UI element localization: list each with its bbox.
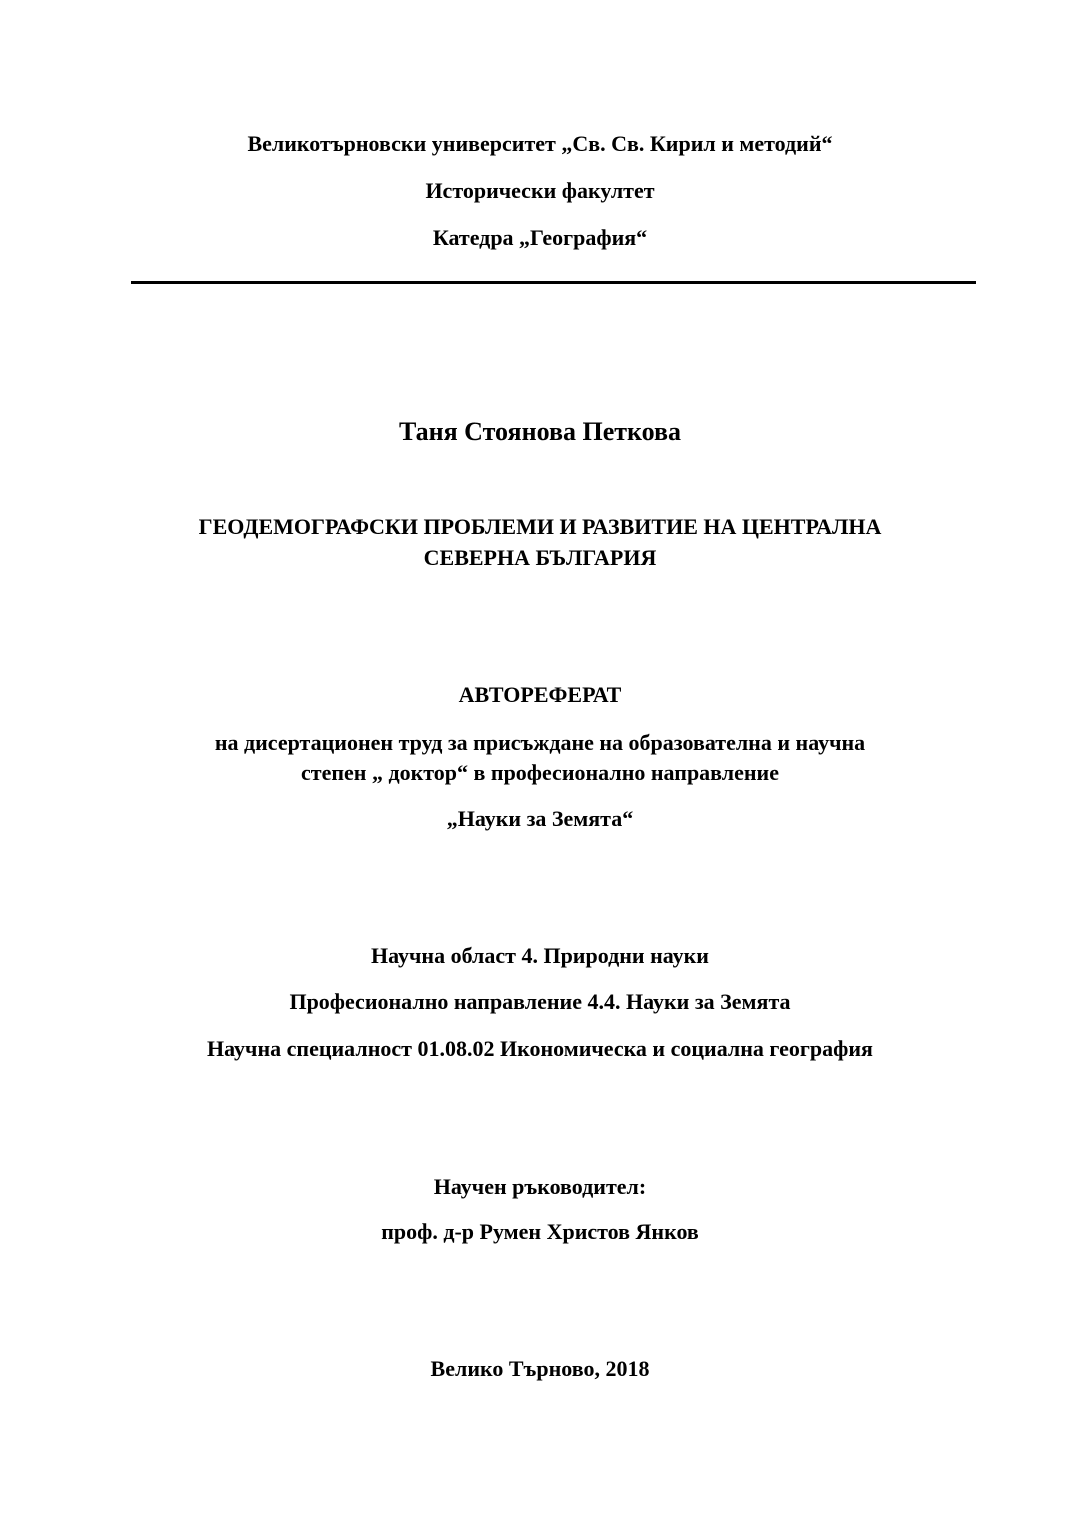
abstract-line-2: степен „ доктор“ в професионално направление xyxy=(301,760,779,785)
supervisor-name: проф. д-р Румен Христов Янков xyxy=(381,1219,699,1244)
thesis-title-line-1: ГЕОДЕМОГРАФСКИ ПРОБЛЕМИ И РАЗВИТИЕ НА ЦЕНТРАЛНА xyxy=(198,514,882,539)
scientific-field: Научна област 4. Природни науки xyxy=(371,943,709,968)
abstract-line-1: на дисертационен труд за присъждане на образователна и научна xyxy=(214,730,866,755)
supervisor-label: Научен ръководител: xyxy=(433,1174,647,1199)
abstract-heading: АВТОРЕФЕРАТ xyxy=(458,682,622,707)
scientific-specialty: Научна специалност 01.08.02 Икономическа и социална география xyxy=(207,1036,873,1061)
thesis-title-line-2: СЕВЕРНА БЪЛГАРИЯ xyxy=(423,545,657,570)
faculty-name: Исторически факултет xyxy=(425,178,655,203)
department-name: Катедра „География“ xyxy=(432,225,648,250)
university-name: Великотърновски университет „Св. Св. Кирил и методий“ xyxy=(247,131,833,156)
author-name: Таня Стоянова Петкова xyxy=(398,417,682,446)
place-and-year: Велико Търново, 2018 xyxy=(430,1356,650,1381)
abstract-line-3: „Науки за Земята“ xyxy=(446,806,634,831)
header-divider xyxy=(131,281,976,284)
professional-direction: Професионално направление 4.4. Науки за Земята xyxy=(289,989,791,1014)
